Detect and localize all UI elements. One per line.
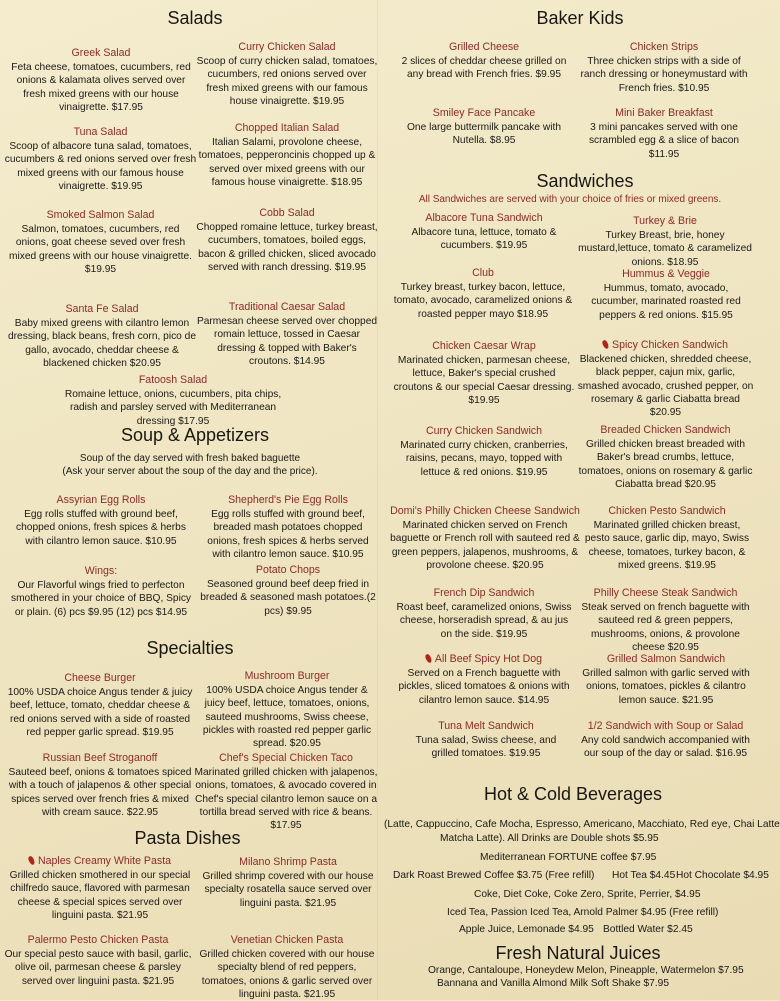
menu-item-hummus-veggie (580, 268, 752, 322)
section-title-pasta-dishes: Pasta Dishes (134, 828, 241, 848)
item-title: Chicken Strips (629, 41, 699, 53)
menu-item-milano-shrimp-pasta (198, 856, 378, 910)
item-description: Marinated grilled chicken breast, pesto sauce, garlic dip, mayo, Swiss cheese, tomatoes, turkey bacon, & mixed greens. $19.95 (584, 520, 750, 571)
item-title: Traditional Caesar Salad (228, 301, 346, 313)
item-description: Salmon, tomatoes, cucumbers, red onions, goat cheese seved over fresh mixed greens with our house vinaigrette. $19.95 (9, 224, 192, 275)
menu-item-chicken-strips (576, 41, 752, 95)
item-description: Scoop of curry chicken salad, tomatoes, cucumbers, red onions served over fresh mixed greens with our famous house vinaigrette. $19.95 (196, 56, 378, 107)
beverage-double-shots: Matcha Latte). All Drinks are Double shots $5.95 (440, 833, 659, 844)
item-title: Tuna Melt Sandwich (438, 720, 534, 732)
section-title-soup-appetizers: Soup & Appetizers (120, 425, 270, 445)
item-title: Smiley Face Pancake (432, 107, 536, 119)
item-description: Sauteed beef, onions & tomatoes spiced with a touch of jalapenos & other special spices served over french fries & mixed with cream sauce. $22.95 (8, 767, 192, 818)
item-description: 100% USDA choice Angus tender & juicy beef, lettuce, tomatoes, onions, sauteed mushrooms, Swiss cheese, pickles with roasted red pepper garlic spread. $20.95 (202, 685, 372, 750)
item-description: Egg rolls stuffed with ground beef, chopped onions, fresh spices & herbs with cilantro lemon sauce. $10.95 (16, 509, 186, 547)
menu-item-curry-chicken-sandwich (392, 425, 576, 479)
item-title (392, 653, 576, 666)
menu-item-santa-fe-salad (8, 303, 196, 370)
menu-item-assyrian-egg-rolls (6, 494, 196, 548)
item-title: French Dip Sandwich (433, 587, 535, 599)
menu-item-cheese-burger (4, 672, 196, 739)
menu-item-wings (6, 565, 196, 619)
menu-item-fatoosh-salad (50, 374, 296, 428)
spicy-pepper-icon (27, 855, 35, 865)
section-title-fresh-natural-juices: Fresh Natural Juices (495, 943, 661, 963)
item-title: Assyrian Egg Rolls (56, 494, 146, 506)
section-title-baker-kids: Baker Kids (536, 8, 624, 28)
item-description: Italian Salami, provolone cheese, tomatoes, pepperoncinis chopped up & served over mixed greens with our famous house vinaigrette. $18.95 (198, 137, 376, 188)
menu-item-naples-creamy-white-pasta (4, 855, 196, 922)
item-title: Russian Beef Stroganoff (42, 752, 158, 764)
soup-of-the-day-note: Soup of the day served with fresh baked baguette (Ask your server about the soup of the day and the price). (62, 453, 318, 477)
item-title: Chicken Caesar Wrap (432, 340, 536, 352)
menu-item-cobb-salad (196, 207, 378, 274)
item-description: Grilled salmon with garlic served with onions, tomatoes, pickles & cilantro lemon sauce. $21.95 (582, 668, 750, 706)
item-description: 2 slices of cheddar cheese grilled on any bread with French fries. $9.95 (401, 56, 567, 81)
menu-item-palermo-pesto-chicken-pasta (0, 934, 196, 988)
item-title: Domi's Philly Chicken Cheese Sandwich (390, 505, 580, 517)
item-description: Chopped romaine lettuce, turkey breast, cucumbers, tomatoes, boiled eggs, bacon & grilled chicken, sliced avocado served with ranch dressing. $19.95 (196, 222, 378, 273)
item-description: Marinated curry chicken, cranberries, raisins, pecans, mayo, topped with lettuce & red onions. $19.95 (400, 440, 568, 478)
item-title: Grilled Cheese (448, 41, 520, 53)
section-title-specialties: Specialties (146, 638, 234, 658)
beverage-espresso-drinks: (Latte, Cappuccino, Cafe Mocha, Espresso, Americano, Macchiato, Red eye, Chai Latte (384, 819, 780, 830)
menu-item-smoked-salmon-salad (4, 209, 197, 276)
menu-item-russian-beef-stroganoff (4, 752, 196, 819)
menu-item-grilled-salmon-sandwich (580, 653, 752, 707)
menu-item-chopped-italian-salad (193, 122, 381, 189)
item-title-text: Naples Creamy White Pasta (37, 855, 172, 867)
menu-item-albacore-tuna-sandwich (394, 212, 574, 253)
item-title: Mushroom Burger (244, 670, 330, 682)
menu-item-chefs-special-chicken-taco (193, 752, 379, 832)
menu-item-breaded-chicken-sandwich (577, 424, 754, 491)
item-title: Curry Chicken Sandwich (426, 425, 542, 437)
item-title: Chef's Special Chicken Taco (219, 752, 353, 764)
item-description: Seasoned ground beef deep fried in breaded & seasoned mash potatoes.(2 pcs) $9.95 (200, 579, 376, 617)
item-title: Curry Chicken Salad (238, 41, 336, 53)
beverage-hot-chocolate: Hot Chocolate $4.95 (676, 870, 769, 881)
item-title: Greek Salad (71, 47, 131, 59)
menu-item-tuna-salad (4, 126, 197, 193)
menu-item-grilled-cheese (394, 41, 574, 82)
beverage-dark-roast-coffee: Dark Roast Brewed Coffee $3.75 (Free refill) (393, 870, 595, 881)
item-title: Santa Fe Salad (65, 303, 139, 315)
menu-item-philly-cheese-steak-sandwich (576, 587, 755, 654)
item-description: Our special pesto sauce with basil, garlic, olive oil, parmesan cheese & parsley served over linguini pasta. $21.95 (4, 949, 192, 987)
item-title: Chicken Pesto Sandwich (608, 505, 726, 517)
menu-item-half-sandwich-soup-salad (577, 720, 754, 761)
beverage-fortune-coffee: Mediterranean FORTUNE coffee $7.95 (480, 852, 657, 863)
item-description: Any cold sandwich accompanied with our soup of the day or salad. $16.95 (581, 735, 750, 760)
item-title: Shepherd's Pie Egg Rolls (228, 494, 348, 506)
menu-item-french-dip-sandwich (394, 587, 574, 641)
spicy-pepper-icon (601, 339, 609, 349)
menu-item-mushroom-burger (196, 670, 378, 750)
item-description: Albacore tuna, lettuce, tomato & cucumbers. $19.95 (411, 227, 557, 252)
menu-item-shepherds-pie-egg-rolls (197, 494, 379, 561)
item-description: Blackened chicken, shredded cheese, black pepper, cajun mix, garlic, smashed avocado, crushed pepper, on rosemary & garlic Ciabatta bread $20.95 (577, 354, 754, 419)
beverage-hot-tea: Hot Tea $4.45 (612, 870, 676, 881)
item-description: Grilled chicken covered with our house specialty blend of red peppers, tomatoes, onions & garlic served over linguini pasta. $21.95 (199, 949, 375, 1000)
beverage-iced-tea: Iced Tea, Passion Iced Tea, Arnold Palmer $4.95 (Free refill) (447, 907, 719, 918)
item-title (4, 855, 196, 868)
section-title-hot-cold-beverages: Hot & Cold Beverages (483, 784, 663, 804)
item-title-text: All Beef Spicy Hot Dog (434, 653, 543, 665)
menu-item-smiley-face-pancake (394, 107, 574, 148)
menu-item-spicy-chicken-sandwich (577, 339, 754, 419)
beverage-bottled-water: Bottled Water $2.45 (603, 924, 693, 935)
item-title-text: Spicy Chicken Sandwich (612, 339, 728, 351)
item-title: Cobb Salad (259, 207, 315, 219)
menu-item-tuna-melt-sandwich (402, 720, 570, 761)
item-description: Grilled chicken breast breaded with Baker's bread crumbs, lettuce, tomatoes, onions on rosemary & garlic Ciabatta bread $20.95 (578, 439, 753, 490)
item-title: Club (472, 267, 494, 279)
item-description: Turkey breast, turkey bacon, lettuce, tomato, avocado, caramelized onions & roasted pepper mayo $18.95 (393, 282, 573, 320)
menu-item-curry-chicken-salad (196, 41, 378, 108)
menu-item-traditional-caesar-salad (196, 301, 378, 368)
item-description: Grilled shrimp covered with our house specialty rosatella sauce served over linguini pasta. $21.95 (202, 871, 374, 909)
item-title: Mini Baker Breakfast (615, 107, 713, 119)
item-title: Wings: (84, 565, 118, 577)
item-description: Grilled chicken smothered in our special chilfredo sauce, flavored with parmesan cheese & special spices served over linguini pasta. $21.95 (9, 870, 191, 921)
item-title (577, 339, 754, 352)
section-title-sandwiches: Sandwiches (536, 171, 634, 191)
juice-fruit-juices: Orange, Cantaloupe, Honeydew Melon, Pineapple, Watermelon $7.95 (428, 965, 744, 976)
beverage-sodas: Coke, Diet Coke, Coke Zero, Sprite, Perrier, $4.95 (474, 889, 701, 900)
menu-item-venetian-chicken-pasta (194, 934, 380, 1001)
item-title: Milano Shrimp Pasta (239, 856, 337, 868)
item-description: Egg rolls stuffed with ground beef, breaded mash potatoes chopped onions, fresh spices & herbs served with cilantro lemon sauce. $10.95 (207, 509, 369, 560)
sandwiches-note: All Sandwiches are served with your choice of fries or mixed greens. (418, 194, 722, 205)
item-title: Chopped Italian Salad (234, 122, 340, 134)
menu-item-potato-chops (198, 564, 378, 618)
menu-item-club (388, 267, 578, 321)
item-description: Marinated chicken served on French baguette or French roll with sauteed red & green peppers, jalapenos, mushrooms, & provolone cheese. $20.95 (390, 520, 580, 571)
item-title: 1/2 Sandwich with Soup or Salad (587, 720, 744, 732)
item-title: Hummus & Veggie (622, 268, 710, 280)
item-description: Parmesan cheese served over chopped romain lettuce, tossed in Caesar dressing & topped with Baker's croutons. $14.95 (196, 316, 378, 367)
juice-almond-milk-shake: Bannana and Vanilla Almond Milk Soft Shake $7.95 (437, 978, 670, 989)
menu-item-chicken-pesto-sandwich (582, 505, 752, 572)
item-title: Grilled Salmon Sandwich (606, 653, 726, 665)
item-title: Turkey & Brie (633, 215, 697, 227)
item-title: Breaded Chicken Sandwich (600, 424, 731, 436)
menu-item-turkey-brie (576, 215, 754, 269)
beverage-apple-juice-lemonade: Apple Juice, Lemonade $4.95 (459, 924, 594, 935)
item-description: Turkey Breast, brie, honey mustard,lettuce, tomato & caramelized onions. $18.95 (578, 230, 752, 268)
item-description: Steak served on french baguette with sauteed red & green peppers, mushrooms, onions, & provolone cheese $20.95 (581, 602, 750, 653)
item-description: Tuna salad, Swiss cheese, and grilled tomatoes. $19.95 (415, 735, 557, 760)
menu-item-chicken-caesar-wrap (392, 340, 576, 407)
item-description: Feta cheese, tomatoes, cucumbers, red onions & kalamata olives served over fresh mixed greens with our house vinaigrette. $17.95 (11, 62, 191, 113)
item-description: Our Flavorful wings fried to perfecton smothered in your choice of BBQ, Spicy or plain. (6) pcs $9.95 (12) pcs $14.95 (10, 580, 192, 618)
item-description: One large buttermilk pancake with Nutella. $8.95 (406, 122, 562, 147)
item-title: Potato Chops (255, 564, 321, 576)
item-title: Cheese Burger (64, 672, 136, 684)
menu-item-all-beef-spicy-hot-dog (392, 653, 576, 707)
item-description: Baby mixed greens with cilantro lemon dressing, black beans, fresh corn, pico de gallo, avocado, cheddar cheese & blackened chicken $20.95 (8, 318, 197, 369)
item-description: Romaine lettuce, onions, cucumbers, pita chips, radish and parsley served with Mediterranean dressing $17.95 (64, 389, 282, 427)
item-title: Tuna Salad (73, 126, 128, 138)
item-description: Marinated chicken, parmesan cheese, lettuce, Baker's special crushed croutons & our special Caesar dressing. $19.95 (393, 355, 575, 406)
item-description: Marinated grilled chicken with jalapenos, onions, tomatoes, & avocado covered in Chef's special cilantro lemon sauce on a tortilla bread served with rice & beans. $17.95 (194, 767, 378, 832)
item-title: Philly Cheese Steak Sandwich (593, 587, 738, 599)
item-title: Palermo Pesto Chicken Pasta (27, 934, 169, 946)
item-description: Roast beef, caramelized onions, Swiss cheese, horseradish spread, & au jus on the side. $19.95 (396, 602, 572, 640)
item-title: Fatoosh Salad (138, 374, 208, 386)
spicy-pepper-icon (424, 653, 432, 663)
menu-item-domis-philly-chicken-cheese-sandwich (390, 505, 580, 572)
item-description: Three chicken strips with a side of ranch dressing or honeymustard with French fries. $10.95 (580, 56, 748, 94)
item-title: Venetian Chicken Pasta (230, 934, 344, 946)
item-title: Smoked Salmon Salad (46, 209, 155, 221)
item-description: 100% USDA choice Angus tender & juicy beef, lettuce, tomato, cheddar cheese & red onions served with a side of roasted red pepper garlic spread. $19.95 (7, 687, 193, 738)
menu-item-greek-salad (5, 47, 197, 114)
section-title-salads: Salads (167, 8, 223, 28)
item-description: Scoop of albacore tuna salad, tomatoes, cucumbers & red onions served over fresh mixed greens with our famous house vinaigrette. $19.95 (4, 141, 197, 192)
item-title: Albacore Tuna Sandwich (425, 212, 543, 224)
item-description: Served on a French baguette with pickles, sliced tomatoes & onions with cilantro lemon sauce. $14.95 (398, 668, 570, 706)
menu-item-mini-baker-breakfast (576, 107, 752, 161)
item-description: 3 mini pancakes served with one scrambled egg & a slice of bacon $11.95 (588, 122, 740, 160)
item-description: Hummus, tomato, avocado, cucumber, marinated roasted red peppers & red onions. $15.95 (591, 283, 741, 321)
